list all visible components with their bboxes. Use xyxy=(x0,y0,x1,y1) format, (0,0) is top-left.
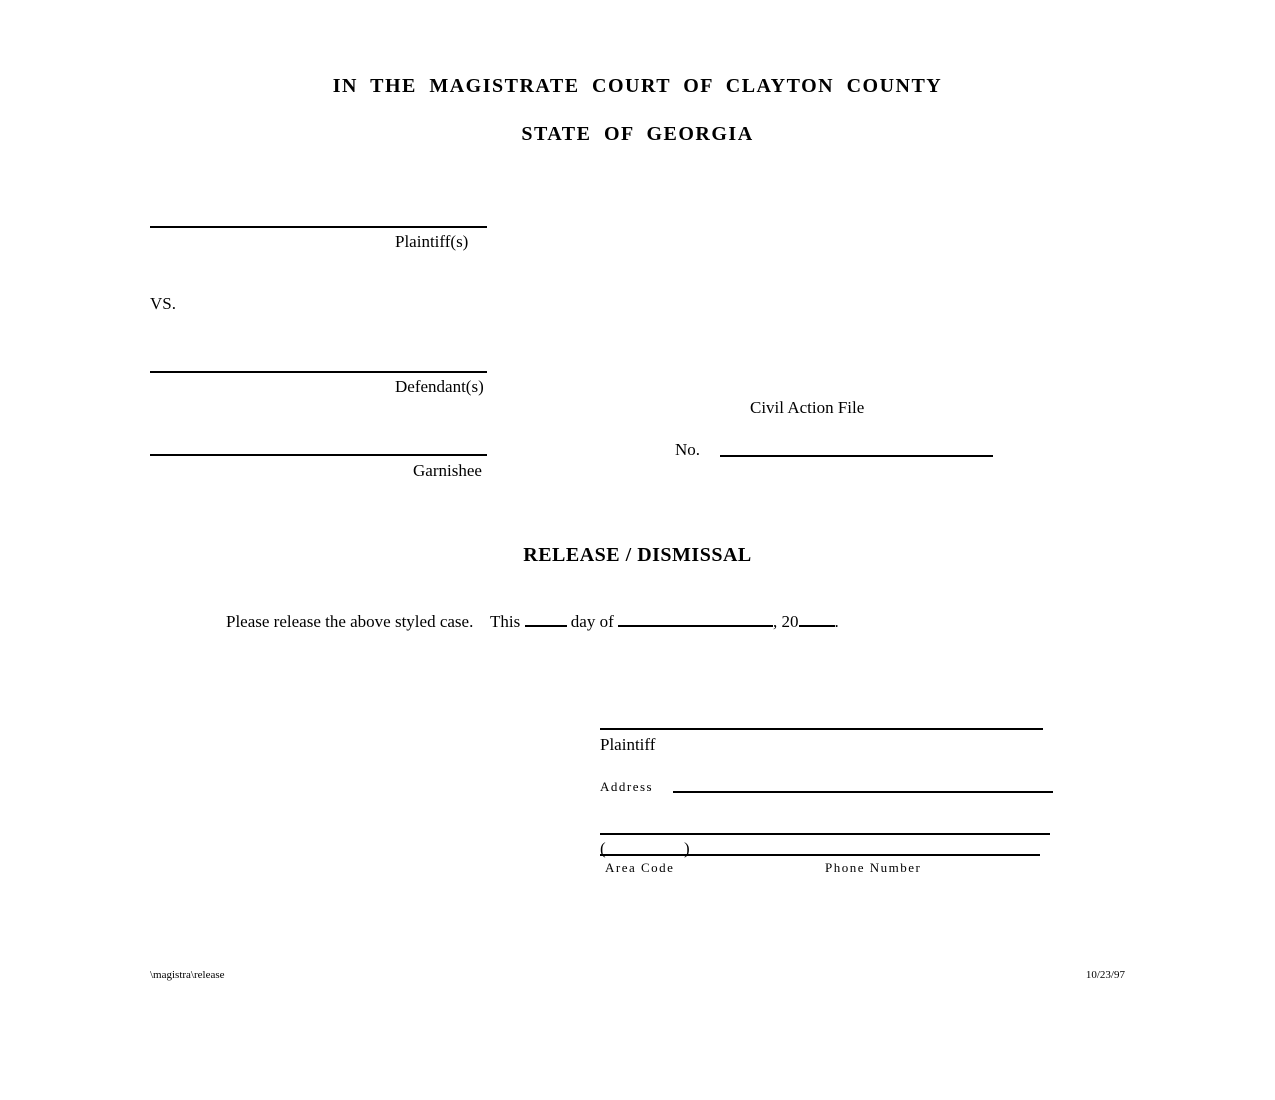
defendant-label: Defendant(s) xyxy=(395,377,484,396)
signature-line[interactable] xyxy=(600,728,1043,730)
day-of-label: day of xyxy=(570,612,614,631)
court-heading: IN THE MAGISTRATE COURT OF CLAYTON COUNTY xyxy=(332,75,943,97)
area-code-label: Area Code xyxy=(605,860,675,875)
phone-number-label: Phone Number xyxy=(825,860,922,875)
plaintiff-name-line[interactable] xyxy=(150,226,487,228)
case-number-label: No. xyxy=(675,440,701,459)
phone-line[interactable] xyxy=(600,854,1040,856)
month-blank[interactable] xyxy=(618,611,773,627)
day-blank[interactable] xyxy=(525,611,567,627)
footer-path: \magistra\release xyxy=(150,969,225,981)
defendant-name-line[interactable] xyxy=(150,371,487,373)
period: . xyxy=(834,612,839,631)
address-line-1[interactable] xyxy=(673,791,1053,793)
document-title: RELEASE / DISMISSAL xyxy=(523,544,752,566)
release-statement xyxy=(226,611,839,630)
vs-label: VS. xyxy=(150,294,176,313)
civil-action-label: Civil Action File xyxy=(750,398,865,417)
area-code-paren-open: ( xyxy=(600,839,606,858)
garnishee-label: Garnishee xyxy=(413,461,482,480)
this-label: This xyxy=(490,612,521,631)
state-heading: STATE OF GEORGIA xyxy=(521,123,754,145)
signature-plaintiff-label: Plaintiff xyxy=(600,735,656,754)
garnishee-name-line[interactable] xyxy=(150,454,487,456)
release-text: Please release the above styled case. xyxy=(226,612,474,631)
plaintiff-label: Plaintiff(s) xyxy=(395,232,469,251)
year-prefix: , 20 xyxy=(773,612,799,631)
address-label: Address xyxy=(600,779,654,794)
footer-date: 10/23/97 xyxy=(1085,969,1125,981)
area-code-paren-close: ) xyxy=(684,839,690,858)
case-number-line[interactable] xyxy=(720,455,993,457)
address-line-2[interactable] xyxy=(600,833,1050,835)
year-blank[interactable] xyxy=(799,611,835,627)
